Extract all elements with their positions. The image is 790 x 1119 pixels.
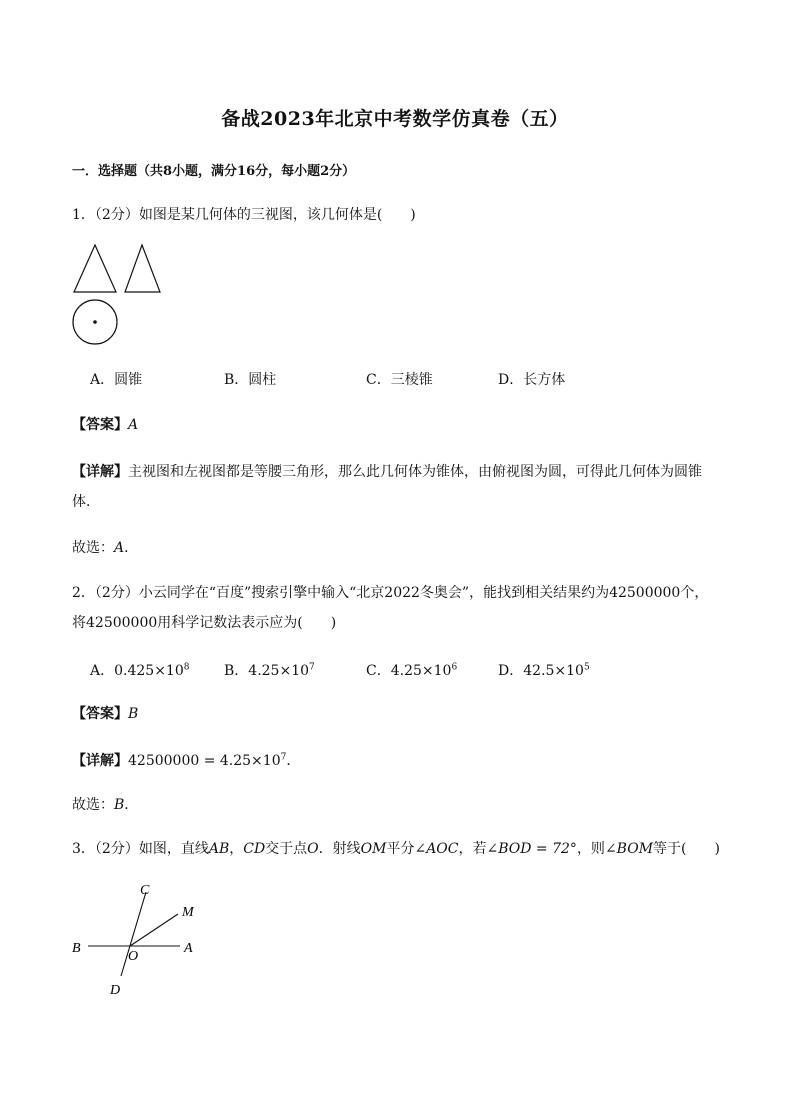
detail-text-line1: 主视图和左视图都是等腰三角形，那么此几何体为锥体，由俯视图为圆，可得此几何体为圆锥 [128, 464, 702, 480]
q2-option-b: B．$4.25\times 10^7$ [224, 662, 315, 679]
page-title: 备战2023年北京中考数学仿真卷（五） [221, 108, 569, 130]
q1-answer [72, 414, 138, 434]
label-a: A [184, 941, 193, 956]
q1-detail [72, 461, 702, 481]
q2-detail: 【详解】$42500000 = 4.25\times 10^7$． [72, 752, 301, 769]
q1-option-a: A．圆锥 [90, 372, 143, 388]
answer-label: 【答案】 [72, 417, 128, 433]
q1-choose: 故选：A． [72, 540, 139, 556]
q2-answer: 【答案】B [72, 706, 139, 722]
detail-label: 【详解】 [72, 464, 128, 480]
q1-option-b: B．圆柱 [224, 372, 277, 388]
front-view-triangle [74, 245, 116, 292]
top-view-center-dot [93, 320, 97, 324]
q1-detail-line2: 体． [72, 494, 100, 510]
ray-om [130, 914, 178, 946]
label-b: B [72, 941, 81, 956]
section-heading: 一．选择题（共8小题，满分16分，每小题2分） [72, 164, 356, 179]
label-d: D [110, 983, 121, 998]
question-2-stem-line2: 将42500000用科学记数法表示应为( ) [72, 615, 337, 631]
q2-choose: 故选：B． [72, 797, 139, 813]
q1-option-d: D．长方体 [498, 372, 566, 388]
intersecting-lines-figure [66, 880, 206, 1000]
q1-option-c: C．三棱锥 [366, 372, 433, 388]
question-1-stem: 1．（2分）如图是某几何体的三视图，该几何体是( ) [72, 207, 416, 223]
side-view-triangle [125, 245, 160, 292]
answer-value: A [128, 417, 139, 433]
q2-option-c: C．$4.25\times 10^6$ [366, 662, 458, 679]
label-c: C [140, 883, 150, 898]
three-view-figure [70, 240, 170, 350]
label-m: M [182, 905, 194, 920]
q2-option-d: D．$42.5\times 10^5$ [498, 662, 590, 679]
label-o: O [128, 949, 139, 964]
question-3-stem: 3．（2分）如图，直线AB，CD交于点O．射线OM平分∠AOC，若∠BOD = 72°，则∠BOM等于( ) [72, 841, 720, 857]
question-2-stem-line1: 2．（2分）小云同学在“百度”搜索引擎中输入“北京2022冬奥会”，能找到相关结果约为42500000个， [72, 585, 709, 601]
q2-option-a: A．$0.425\times 10^8$ [90, 662, 190, 679]
